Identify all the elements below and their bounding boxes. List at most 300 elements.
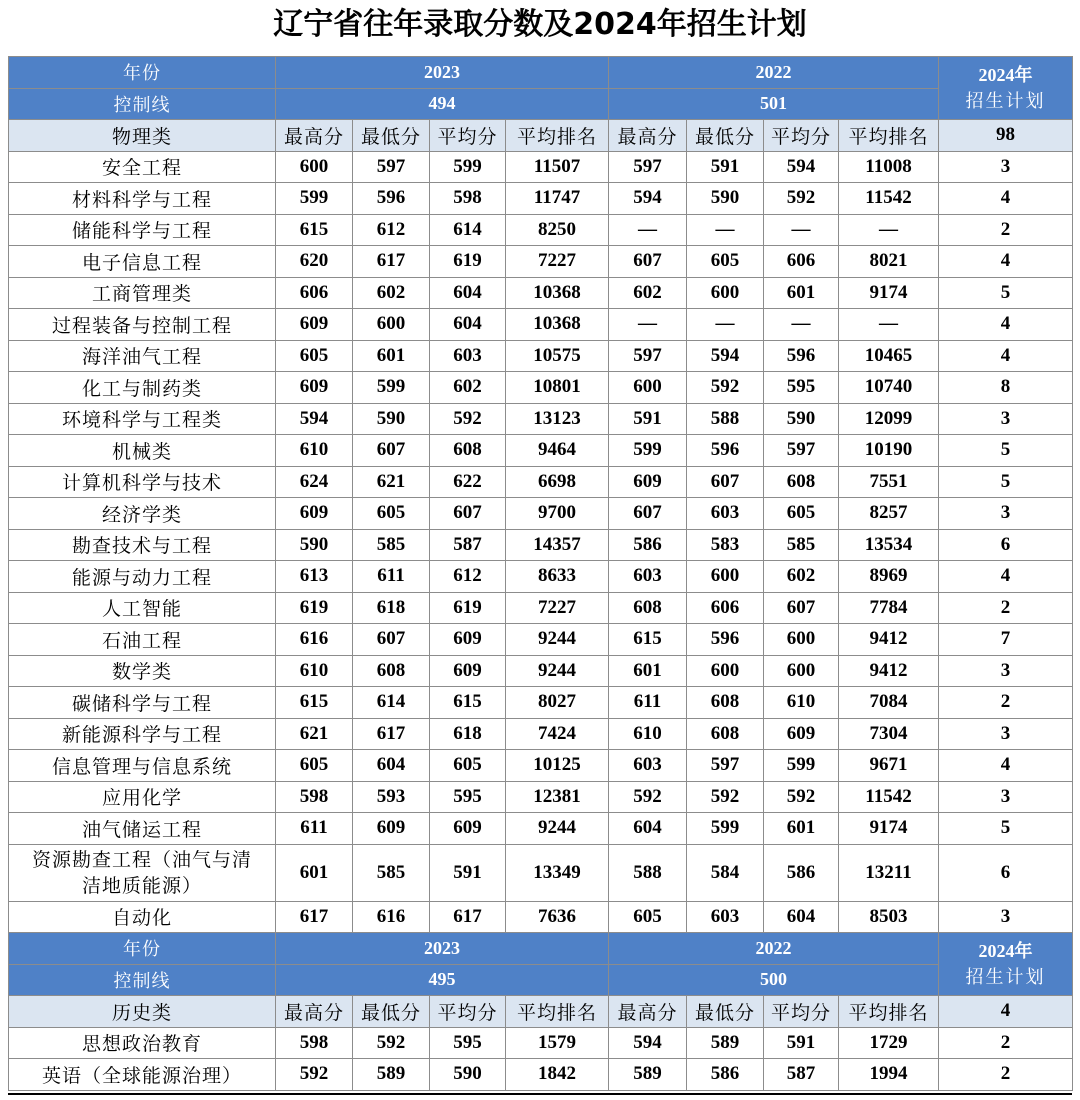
major-name — [9, 844, 276, 901]
major-name: 数学类 — [9, 655, 276, 687]
year-header-row — [9, 57, 1073, 89]
score-cell: 607 — [609, 246, 687, 278]
score-cell: 619 — [430, 592, 506, 624]
score-cell: 585 — [353, 529, 430, 561]
score-cell: 609 — [276, 498, 353, 530]
control-line-2022: 500 — [609, 964, 939, 996]
score-cell: 592 — [764, 183, 839, 215]
score-cell: 598 — [276, 1027, 353, 1059]
plan-cell: 5 — [939, 813, 1073, 845]
control-line-label: 控制线 — [9, 964, 276, 996]
column-header-row — [9, 120, 1073, 152]
score-cell: — — [764, 214, 839, 246]
control-line-row — [9, 88, 1073, 120]
score-cell: 598 — [276, 781, 353, 813]
score-cell: 586 — [764, 844, 839, 901]
year-2022-header: 2022 — [609, 57, 939, 89]
major-name: 信息管理与信息系统 — [9, 750, 276, 782]
control-line-label: 控制线 — [9, 88, 276, 120]
plan-cell: 4 — [939, 309, 1073, 341]
plan-cell: 2 — [939, 592, 1073, 624]
score-cell: 595 — [764, 372, 839, 404]
column-header: 平均排名 — [839, 996, 939, 1028]
plan-cell: 2 — [939, 214, 1073, 246]
score-cell: 591 — [687, 151, 764, 183]
score-cell: 11542 — [839, 183, 939, 215]
score-cell: 607 — [353, 624, 430, 656]
control-line-2022: 501 — [609, 88, 939, 120]
table-row — [9, 151, 1073, 183]
score-cell: 599 — [609, 435, 687, 467]
score-cell: 618 — [353, 592, 430, 624]
score-cell: 587 — [764, 1059, 839, 1091]
score-cell: 607 — [353, 435, 430, 467]
major-name: 材料科学与工程 — [9, 183, 276, 215]
score-cell: 9464 — [506, 435, 609, 467]
score-cell: — — [839, 214, 939, 246]
score-cell: 601 — [276, 844, 353, 901]
plan-cell: 6 — [939, 844, 1073, 901]
major-name: 勘查技术与工程 — [9, 529, 276, 561]
score-cell: 608 — [764, 466, 839, 498]
control-line-2023: 494 — [276, 88, 609, 120]
category-plan: 98 — [939, 120, 1073, 152]
score-cell: 592 — [687, 781, 764, 813]
major-name: 机械类 — [9, 435, 276, 467]
score-cell: 9412 — [839, 655, 939, 687]
score-cell: 608 — [687, 687, 764, 719]
score-cell: 9174 — [839, 277, 939, 309]
plan-cell: 5 — [939, 435, 1073, 467]
table-row — [9, 750, 1073, 782]
plan-cell: 4 — [939, 183, 1073, 215]
major-name: 人工智能 — [9, 592, 276, 624]
score-cell: 605 — [764, 498, 839, 530]
score-cell: 605 — [276, 750, 353, 782]
score-cell: 599 — [687, 813, 764, 845]
score-cell: 615 — [276, 687, 353, 719]
plan-cell: 3 — [939, 655, 1073, 687]
score-cell: 609 — [276, 372, 353, 404]
score-cell: 600 — [764, 624, 839, 656]
column-header: 最高分 — [609, 996, 687, 1028]
column-header: 最低分 — [353, 996, 430, 1028]
score-cell: 601 — [353, 340, 430, 372]
score-cell: 608 — [353, 655, 430, 687]
score-cell: 599 — [276, 183, 353, 215]
score-cell: 610 — [764, 687, 839, 719]
score-cell: 8969 — [839, 561, 939, 593]
score-cell: 593 — [353, 781, 430, 813]
major-name-line2: 洁地质能源） — [81, 874, 202, 897]
score-cell: 604 — [609, 813, 687, 845]
score-cell: 590 — [430, 1059, 506, 1091]
plan-cell: 4 — [939, 750, 1073, 782]
score-cell: 597 — [609, 340, 687, 372]
major-name-line1: 资源勘查工程（油气与清 — [31, 848, 252, 871]
plan-cell: 2 — [939, 1059, 1073, 1091]
score-cell: 624 — [276, 466, 353, 498]
score-cell: 602 — [764, 561, 839, 593]
column-header: 平均分 — [430, 996, 506, 1028]
plan-cell: 7 — [939, 624, 1073, 656]
score-cell: 7084 — [839, 687, 939, 719]
score-cell: 11747 — [506, 183, 609, 215]
column-header: 最高分 — [276, 120, 353, 152]
column-header: 平均分 — [764, 996, 839, 1028]
score-cell: 9244 — [506, 624, 609, 656]
score-cell: 589 — [687, 1027, 764, 1059]
score-cell: 594 — [609, 1027, 687, 1059]
table-row — [9, 277, 1073, 309]
score-cell: 585 — [353, 844, 430, 901]
score-cell: 602 — [430, 372, 506, 404]
table-row — [9, 498, 1073, 530]
score-cell: 612 — [353, 214, 430, 246]
major-name: 思想政治教育 — [9, 1027, 276, 1059]
table-row — [9, 592, 1073, 624]
score-cell: 621 — [353, 466, 430, 498]
major-name: 计算机科学与技术 — [9, 466, 276, 498]
score-cell: 10740 — [839, 372, 939, 404]
column-header: 最低分 — [687, 996, 764, 1028]
score-cell: 602 — [609, 277, 687, 309]
score-cell: 10801 — [506, 372, 609, 404]
major-name: 储能科学与工程 — [9, 214, 276, 246]
score-cell: — — [839, 309, 939, 341]
score-cell: 591 — [764, 1027, 839, 1059]
score-cell: 601 — [764, 813, 839, 845]
major-name: 工商管理类 — [9, 277, 276, 309]
score-cell: 589 — [353, 1059, 430, 1091]
major-name: 英语（全球能源治理） — [9, 1059, 276, 1091]
score-cell: 591 — [609, 403, 687, 435]
score-cell: 619 — [276, 592, 353, 624]
score-cell: 10465 — [839, 340, 939, 372]
score-cell: 600 — [764, 655, 839, 687]
score-cell: 604 — [764, 901, 839, 933]
plan-cell: 4 — [939, 561, 1073, 593]
score-cell: 611 — [276, 813, 353, 845]
score-cell: 609 — [430, 624, 506, 656]
control-line-2023: 495 — [276, 964, 609, 996]
score-cell: 7424 — [506, 718, 609, 750]
table-row — [9, 183, 1073, 215]
score-cell: 608 — [687, 718, 764, 750]
score-cell: 9244 — [506, 655, 609, 687]
plan-cell: 2 — [939, 1027, 1073, 1059]
score-cell: 614 — [430, 214, 506, 246]
score-cell: 601 — [764, 277, 839, 309]
score-cell: 595 — [430, 1027, 506, 1059]
plan-cell: 4 — [939, 246, 1073, 278]
score-cell: 12381 — [506, 781, 609, 813]
major-name: 碳储科学与工程 — [9, 687, 276, 719]
plan-cell: 5 — [939, 277, 1073, 309]
year-label: 年份 — [9, 933, 276, 965]
score-cell: 605 — [609, 901, 687, 933]
score-cell: 595 — [430, 781, 506, 813]
score-cell: 610 — [276, 435, 353, 467]
score-cell: 605 — [353, 498, 430, 530]
score-cell: 615 — [430, 687, 506, 719]
score-cell: 7636 — [506, 901, 609, 933]
table-row — [9, 435, 1073, 467]
score-cell: 592 — [276, 1059, 353, 1091]
plan-header-line2: 招生计划 — [965, 90, 1046, 112]
score-cell: 597 — [687, 750, 764, 782]
score-cell: 7304 — [839, 718, 939, 750]
table-row — [9, 246, 1073, 278]
score-cell: 601 — [609, 655, 687, 687]
table-row — [9, 340, 1073, 372]
category-label: 物理类 — [9, 120, 276, 152]
score-cell: 596 — [353, 183, 430, 215]
score-cell: 594 — [276, 403, 353, 435]
score-cell: 7551 — [839, 466, 939, 498]
score-cell: 591 — [430, 844, 506, 901]
major-name: 安全工程 — [9, 151, 276, 183]
score-cell: 609 — [430, 813, 506, 845]
score-cell: 618 — [430, 718, 506, 750]
score-cell: 14357 — [506, 529, 609, 561]
score-cell: 617 — [353, 718, 430, 750]
table-row — [9, 214, 1073, 246]
category-label: 历史类 — [9, 996, 276, 1028]
score-cell: 599 — [430, 151, 506, 183]
score-cell: 603 — [430, 340, 506, 372]
column-header: 最高分 — [276, 996, 353, 1028]
score-cell: 8250 — [506, 214, 609, 246]
table-row — [9, 561, 1073, 593]
major-name: 经济学类 — [9, 498, 276, 530]
column-header-row — [9, 996, 1073, 1028]
score-cell: 609 — [353, 813, 430, 845]
score-cell: 605 — [687, 246, 764, 278]
table-row — [9, 844, 1073, 901]
score-cell: 592 — [430, 403, 506, 435]
score-cell: 10190 — [839, 435, 939, 467]
score-cell: 600 — [687, 655, 764, 687]
table-row — [9, 781, 1073, 813]
score-cell: 600 — [353, 309, 430, 341]
year-2022-header: 2022 — [609, 933, 939, 965]
score-cell: 596 — [687, 435, 764, 467]
score-cell: 584 — [687, 844, 764, 901]
major-name: 新能源科学与工程 — [9, 718, 276, 750]
score-cell: 609 — [764, 718, 839, 750]
plan-2024-header — [939, 57, 1073, 120]
score-cell: 594 — [609, 183, 687, 215]
score-cell: — — [687, 214, 764, 246]
major-name: 能源与动力工程 — [9, 561, 276, 593]
score-cell: 588 — [687, 403, 764, 435]
column-header: 最高分 — [609, 120, 687, 152]
table-row — [9, 687, 1073, 719]
score-cell: — — [764, 309, 839, 341]
score-cell: 613 — [276, 561, 353, 593]
score-cell: 8503 — [839, 901, 939, 933]
plan-cell: 3 — [939, 901, 1073, 933]
score-cell: 588 — [609, 844, 687, 901]
column-header: 最低分 — [687, 120, 764, 152]
plan-cell: 3 — [939, 781, 1073, 813]
score-cell: 8027 — [506, 687, 609, 719]
score-cell: 622 — [430, 466, 506, 498]
score-cell: 592 — [764, 781, 839, 813]
score-cell: 10125 — [506, 750, 609, 782]
column-header: 平均排名 — [839, 120, 939, 152]
score-cell: 7227 — [506, 592, 609, 624]
score-cell: 599 — [764, 750, 839, 782]
control-line-row — [9, 964, 1073, 996]
score-cell: 606 — [764, 246, 839, 278]
score-cell: 598 — [430, 183, 506, 215]
plan-cell: 6 — [939, 529, 1073, 561]
table-row — [9, 1027, 1073, 1059]
plan-cell: 3 — [939, 403, 1073, 435]
plan-cell: 4 — [939, 340, 1073, 372]
score-cell: 12099 — [839, 403, 939, 435]
score-cell: 602 — [353, 277, 430, 309]
year-2023-header: 2023 — [276, 933, 609, 965]
score-cell: 609 — [430, 655, 506, 687]
score-cell: 590 — [276, 529, 353, 561]
score-cell: 605 — [430, 750, 506, 782]
score-cell: 594 — [764, 151, 839, 183]
score-cell: 611 — [353, 561, 430, 593]
score-cell: — — [609, 309, 687, 341]
score-cell: 7784 — [839, 592, 939, 624]
score-cell: 605 — [276, 340, 353, 372]
score-cell: 596 — [687, 624, 764, 656]
major-name: 电子信息工程 — [9, 246, 276, 278]
table-row — [9, 309, 1073, 341]
score-cell: 610 — [276, 655, 353, 687]
score-cell: 603 — [609, 561, 687, 593]
plan-cell: 8 — [939, 372, 1073, 404]
score-cell: 617 — [353, 246, 430, 278]
plan-cell: 2 — [939, 687, 1073, 719]
table-row — [9, 718, 1073, 750]
table-row — [9, 1059, 1073, 1091]
score-cell: 592 — [609, 781, 687, 813]
score-cell: 11542 — [839, 781, 939, 813]
category-plan: 4 — [939, 996, 1073, 1028]
score-cell: 590 — [764, 403, 839, 435]
score-cell: 603 — [609, 750, 687, 782]
plan-cell: 3 — [939, 498, 1073, 530]
score-cell: 621 — [276, 718, 353, 750]
score-cell: 587 — [430, 529, 506, 561]
score-cell: 10575 — [506, 340, 609, 372]
score-cell: 1729 — [839, 1027, 939, 1059]
table-row — [9, 466, 1073, 498]
score-cell: 590 — [687, 183, 764, 215]
table-row — [9, 901, 1073, 933]
score-cell: 620 — [276, 246, 353, 278]
score-cell: 11008 — [839, 151, 939, 183]
score-cell: 600 — [276, 151, 353, 183]
score-cell: 615 — [609, 624, 687, 656]
plan-header-line2: 招生计划 — [965, 966, 1046, 988]
score-cell: 607 — [430, 498, 506, 530]
score-cell: 1579 — [506, 1027, 609, 1059]
table-row — [9, 529, 1073, 561]
score-cell: 603 — [687, 901, 764, 933]
plan-cell: 5 — [939, 466, 1073, 498]
score-cell: 611 — [609, 687, 687, 719]
column-header: 最低分 — [353, 120, 430, 152]
score-cell: 13534 — [839, 529, 939, 561]
score-cell: 13211 — [839, 844, 939, 901]
score-cell: 608 — [430, 435, 506, 467]
column-header: 平均分 — [764, 120, 839, 152]
column-header: 平均排名 — [506, 996, 609, 1028]
score-cell: 592 — [353, 1027, 430, 1059]
column-header: 平均排名 — [506, 120, 609, 152]
score-cell: 8633 — [506, 561, 609, 593]
score-cell: — — [609, 214, 687, 246]
score-cell: 616 — [276, 624, 353, 656]
score-cell: 9412 — [839, 624, 939, 656]
table-row — [9, 624, 1073, 656]
score-cell: 594 — [687, 340, 764, 372]
score-cell: 615 — [276, 214, 353, 246]
table-row — [9, 813, 1073, 845]
score-cell: 585 — [764, 529, 839, 561]
major-name: 自动化 — [9, 901, 276, 933]
score-cell: 10368 — [506, 309, 609, 341]
column-header: 平均分 — [430, 120, 506, 152]
bottom-rule — [8, 1093, 1072, 1095]
major-name: 石油工程 — [9, 624, 276, 656]
score-cell: 604 — [430, 309, 506, 341]
plan-cell: 3 — [939, 718, 1073, 750]
score-cell: 586 — [609, 529, 687, 561]
score-cell: 7227 — [506, 246, 609, 278]
score-cell: 592 — [687, 372, 764, 404]
score-cell: 609 — [609, 466, 687, 498]
major-name: 海洋油气工程 — [9, 340, 276, 372]
major-name: 过程装备与控制工程 — [9, 309, 276, 341]
score-cell: 597 — [353, 151, 430, 183]
year-2023-header: 2023 — [276, 57, 609, 89]
score-cell: 606 — [687, 592, 764, 624]
score-cell: 8021 — [839, 246, 939, 278]
score-cell: 9174 — [839, 813, 939, 845]
score-cell: 13349 — [506, 844, 609, 901]
score-cell: 590 — [353, 403, 430, 435]
score-cell: 596 — [764, 340, 839, 372]
score-cell: 603 — [687, 498, 764, 530]
score-cell: 608 — [609, 592, 687, 624]
plan-2024-header — [939, 933, 1073, 996]
score-cell: 617 — [430, 901, 506, 933]
score-cell: 1842 — [506, 1059, 609, 1091]
score-cell: 600 — [687, 277, 764, 309]
plan-header-line1: 2024年 — [978, 940, 1033, 961]
score-cell: 606 — [276, 277, 353, 309]
score-cell: 597 — [609, 151, 687, 183]
table-row — [9, 655, 1073, 687]
page-title: 辽宁省往年录取分数及2024年招生计划 — [273, 7, 807, 42]
major-name: 化工与制药类 — [9, 372, 276, 404]
year-label: 年份 — [9, 57, 276, 89]
score-cell: 614 — [353, 687, 430, 719]
major-name: 应用化学 — [9, 781, 276, 813]
score-cell: 600 — [687, 561, 764, 593]
